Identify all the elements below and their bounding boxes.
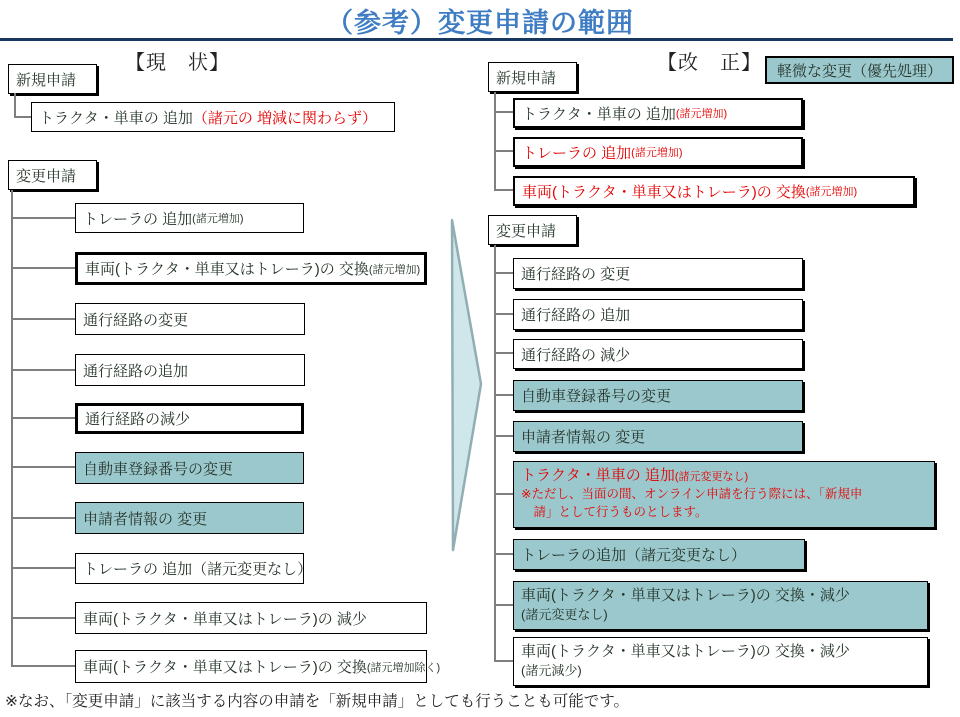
flow-box-label: 申請者情報の 変更 — [83, 510, 208, 528]
flow-box-note-line: 請」として行うものとします。 — [521, 504, 708, 519]
transition-arrow — [444, 214, 488, 556]
flow-box-label: 車両(トラクタ・単車又はトレーラ)の 交換 — [522, 183, 806, 201]
flow-box-sub: (諸元増加) — [675, 108, 728, 120]
flow-box-label: 通行経路の 変更 — [521, 266, 631, 283]
right-change-item-8 — [513, 637, 928, 686]
flow-box-label: 車両(トラクタ・単車又はトレーラ)の 交換・減少 — [521, 643, 850, 660]
left-change-item-5 — [75, 452, 304, 484]
connector-line — [494, 313, 513, 315]
flow-box-label: 通行経路の 減少 — [521, 346, 631, 364]
connector-line — [494, 92, 496, 190]
right-new-root-label: 新規申請 — [496, 69, 557, 87]
flow-box-label: トラクタ・単車の 追加 — [522, 105, 676, 123]
connector-line — [11, 617, 75, 619]
connector-line — [11, 190, 13, 666]
flow-box-label: トラクタ・単車の 追加 — [521, 467, 675, 484]
left-change-item-2 — [75, 303, 305, 335]
left-change-root-label: 変更申請 — [16, 167, 77, 185]
connector-line — [11, 517, 75, 519]
connector-line — [494, 150, 513, 152]
right-new-item-1 — [513, 137, 803, 167]
left-new-root-label: 新規申請 — [16, 71, 77, 89]
flow-box-sub: (諸元変更なし) — [521, 607, 608, 622]
connector-line — [494, 604, 513, 606]
footnote: ※なお、「変更申請」に該当する内容の申請を「新規申請」としても行うことも可能です。 — [5, 693, 630, 710]
connector-line — [11, 217, 75, 219]
left-change-item-1 — [75, 252, 427, 285]
right-new-item-2 — [513, 176, 915, 206]
flow-box-sub: (諸元増加) — [631, 147, 683, 159]
flow-box-label: トレーラの追加（諸元変更なし） — [521, 547, 747, 564]
left-change-item-8 — [75, 602, 427, 634]
flow-box-sub: (諸元増加) — [192, 213, 244, 225]
connector-line — [494, 553, 513, 555]
connector-line — [494, 435, 513, 437]
left-new-root-box — [8, 64, 97, 94]
right-change-item-3 — [513, 380, 803, 411]
flow-box-label: 車両(トラクタ・単車又はトレーラ)の 交換 — [85, 261, 369, 278]
connector-line — [11, 466, 75, 468]
flow-box-label: トレーラの 追加 — [83, 210, 193, 228]
right-column-header: 【改 正】 — [657, 52, 762, 74]
flow-box-label: 車両(トラクタ・単車又はトレーラ)の 減少 — [83, 610, 367, 628]
connector-line — [11, 369, 75, 371]
legend-label: 軽微な変更（優先処理） — [776, 62, 942, 80]
page-title: （参考）変更申請の範囲 — [326, 8, 634, 38]
right-change-item-0 — [513, 258, 803, 289]
right-new-root-box — [488, 62, 577, 92]
left-change-item-4 — [75, 403, 304, 434]
flow-box-label: 車両(トラクタ・単車又はトレーラ)の 交換・減少 — [521, 587, 850, 604]
left-change-root-box — [8, 160, 97, 190]
legend-box — [765, 56, 954, 84]
connector-line — [11, 665, 75, 667]
flow-box-label: トレーラの 追加 — [522, 144, 632, 162]
flow-box-label: 車両(トラクタ・単車又はトレーラ)の 交換 — [83, 659, 367, 676]
left-change-item-9 — [75, 650, 441, 683]
flow-box-label: 通行経路の変更 — [83, 311, 189, 329]
connector-line — [11, 267, 75, 269]
left-change-item-7 — [75, 553, 313, 584]
connector-line — [494, 394, 513, 396]
flow-box-label: 通行経路の減少 — [85, 411, 191, 428]
left-change-item-3 — [75, 354, 305, 386]
connector-line — [11, 417, 75, 419]
left-column-header: 【現 状】 — [125, 52, 230, 74]
right-change-item-1 — [513, 299, 803, 330]
connector-line — [494, 111, 513, 113]
flow-box-sub: (諸元増加) — [368, 263, 421, 276]
connector-line — [11, 567, 75, 569]
flow-box-note: （諸元の 増減に関わらず） — [192, 109, 378, 127]
connector-line — [494, 352, 513, 354]
flow-box-label: トレーラの 追加（諸元変更なし） — [83, 561, 313, 578]
right-change-root-label: 変更申請 — [496, 222, 557, 240]
connector-line — [494, 493, 513, 495]
flow-box-note-line: ※ただし、当面の間、オンライン申請を行う際には、「新規申 — [521, 487, 863, 501]
right-change-item-6 — [513, 539, 805, 570]
flow-box-sub: (諸元増加除く) — [366, 661, 441, 674]
title-underline — [0, 38, 953, 41]
left-change-item-0 — [75, 203, 304, 233]
flow-box-label: 通行経路の 追加 — [521, 307, 631, 324]
flow-box-label: 通行経路の追加 — [83, 362, 189, 380]
connector-line — [494, 245, 496, 661]
right-new-item-0 — [513, 98, 803, 128]
right-change-item-7 — [513, 581, 928, 630]
left-new-item-0 — [31, 102, 395, 132]
flow-box-sub: (諸元変更なし) — [674, 471, 749, 483]
flow-box-label: 自動車登録番号の変更 — [521, 388, 672, 405]
connector-line — [14, 116, 31, 118]
connector-line — [11, 318, 75, 320]
connector-line — [494, 189, 513, 191]
flow-box-label: 自動車登録番号の変更 — [83, 460, 234, 478]
flow-box-label: トラクタ・単車の 追加 — [39, 109, 193, 127]
right-change-item-4 — [513, 421, 803, 452]
flow-box-sub: (諸元減少) — [521, 663, 582, 678]
connector-line — [14, 93, 16, 118]
right-change-item-5 — [513, 461, 935, 528]
connector-line — [494, 272, 513, 274]
right-change-root-box — [488, 215, 577, 245]
connector-line — [494, 660, 513, 662]
flow-box-sub: (諸元増加) — [805, 186, 858, 198]
left-change-item-6 — [75, 502, 304, 534]
right-change-item-2 — [513, 339, 803, 369]
flow-box-label: 申請者情報の 変更 — [521, 429, 646, 446]
